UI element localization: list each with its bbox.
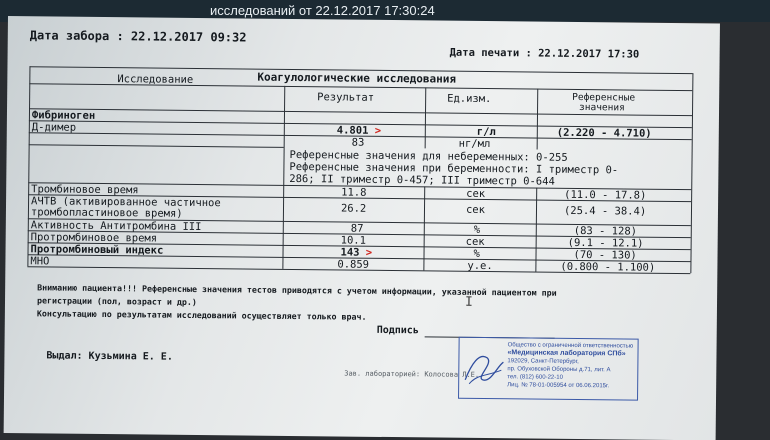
row-inr-unit: у.е. [467, 259, 493, 273]
row-prothrombin-index-reference: (70 - 130) [573, 248, 637, 262]
row-ddimer-result: 4.801 > [336, 124, 382, 137]
row-thrombin-time-name: Тромбиновое время [31, 183, 139, 197]
stamp-line-5: тел. (812) 600-22-10 [507, 374, 563, 381]
header-reference-2: значения [579, 101, 625, 114]
stamp-line-1: Общество с ограниченной ответственностью [507, 342, 634, 350]
row-antithrombin-unit: % [473, 223, 481, 236]
row-aptt-name-2: тромбопластиновое время) [30, 206, 183, 220]
row-prothrombin-index-result: 143 > [340, 246, 373, 259]
header-test: Исследование [117, 73, 194, 86]
stamp-line-2: «Медицинская лаборатория СПб» [507, 349, 626, 358]
row-prothrombin-time-unit: сек [465, 235, 485, 249]
issued-by: Выдал: Кузьмина Е. Е. [46, 350, 173, 363]
row-fibrinogen-name: Фибриноген [31, 109, 96, 122]
row-prothrombin-index-unit: % [473, 247, 480, 260]
lab-head: Зав. лабораторией: Колосова Л.Е. [344, 369, 480, 379]
ddimer-note-2: Референсные значения при беременности: I триместр 0- [289, 160, 619, 177]
text-cursor-icon: I [464, 294, 473, 310]
window-title: исследований от 22.12.2017 17:30:24 [210, 3, 435, 18]
row-thrombin-time-result: 11.8 [341, 186, 367, 199]
notice-line-1: Вниманию пациента!!! Референсные значения тестов приводятся с учетом информации, указанной пациентом при [37, 282, 557, 298]
stamp-line-3: 192029, Санкт-Петербург, [507, 358, 579, 365]
row-thrombin-time-unit: сек [466, 187, 486, 201]
section-title: Коагулологические исследования [257, 70, 457, 86]
row-prothrombin-time-reference: (9.1 - 12.1) [567, 236, 644, 250]
stamp-line-4: пр. Обуховской Обороны д.71, лит. А [507, 366, 611, 374]
stamp-line-6: Лиц. № 78-01-005954 от 06.06.2015г. [507, 382, 610, 390]
row-thrombin-time-reference: (11.0 - 17.8) [564, 188, 647, 202]
row-aptt-name: АЧТВ (активированное частичное [30, 195, 221, 210]
lab-report-page [4, 16, 720, 440]
row-prothrombin-index-name: Протромбиновый индекс [30, 243, 164, 257]
row-ddimer-name: Д-димер [31, 121, 77, 134]
signature-scribble-icon [461, 344, 507, 388]
row-ddimer2-unit: нг/мл [458, 137, 491, 151]
row-inr-reference: (0.800 - 1.100) [560, 260, 656, 274]
row-ddimer-unit: г/л [476, 125, 496, 139]
high-flag-icon: > [374, 124, 382, 137]
print-date: Дата печати : 22.12.2017 17:30 [449, 46, 640, 61]
ddimer-note-3: 286; II триместр 0-457; III триместр 0-644 [289, 172, 555, 188]
notice-line-2: регистрации (пол, возраст и др.) [36, 295, 197, 307]
row-aptt-reference: (25.4 - 38.4) [563, 204, 647, 218]
collection-date: Дата забора : 22.12.2017 09:32 [29, 28, 247, 45]
row-ddimer2-result: 83 [351, 136, 365, 149]
header-reference: Референсные [572, 91, 636, 104]
lab-stamp [458, 337, 639, 401]
row-aptt-unit: сек [465, 203, 486, 217]
high-flag-icon: > [365, 246, 373, 259]
row-antithrombin-reference: (83 - 128) [573, 224, 638, 238]
notice-line-3: Консультацию по результатам исследований осуществляет только врач. [36, 308, 367, 322]
row-antithrombin-result: 87 [350, 222, 364, 235]
row-prothrombin-time-result: 10.1 [340, 234, 367, 247]
row-aptt-result: 26.2 [340, 202, 367, 215]
row-inr-result: 0.859 [337, 258, 370, 271]
signature-label: Подпись [376, 324, 419, 337]
row-ddimer-reference: (2.220 - 4.710) [556, 126, 652, 140]
ddimer-note-1: Референсные значения для небеременных: 0-255 [289, 148, 568, 164]
header-unit: Ед.изм. [447, 92, 492, 106]
row-prothrombin-time-name: Протромбиновое время [30, 231, 158, 245]
row-antithrombin-name: Активность Антитромбина III [30, 219, 202, 234]
header-result: Результат [317, 91, 375, 104]
row-inr-name: МНО [30, 255, 50, 268]
